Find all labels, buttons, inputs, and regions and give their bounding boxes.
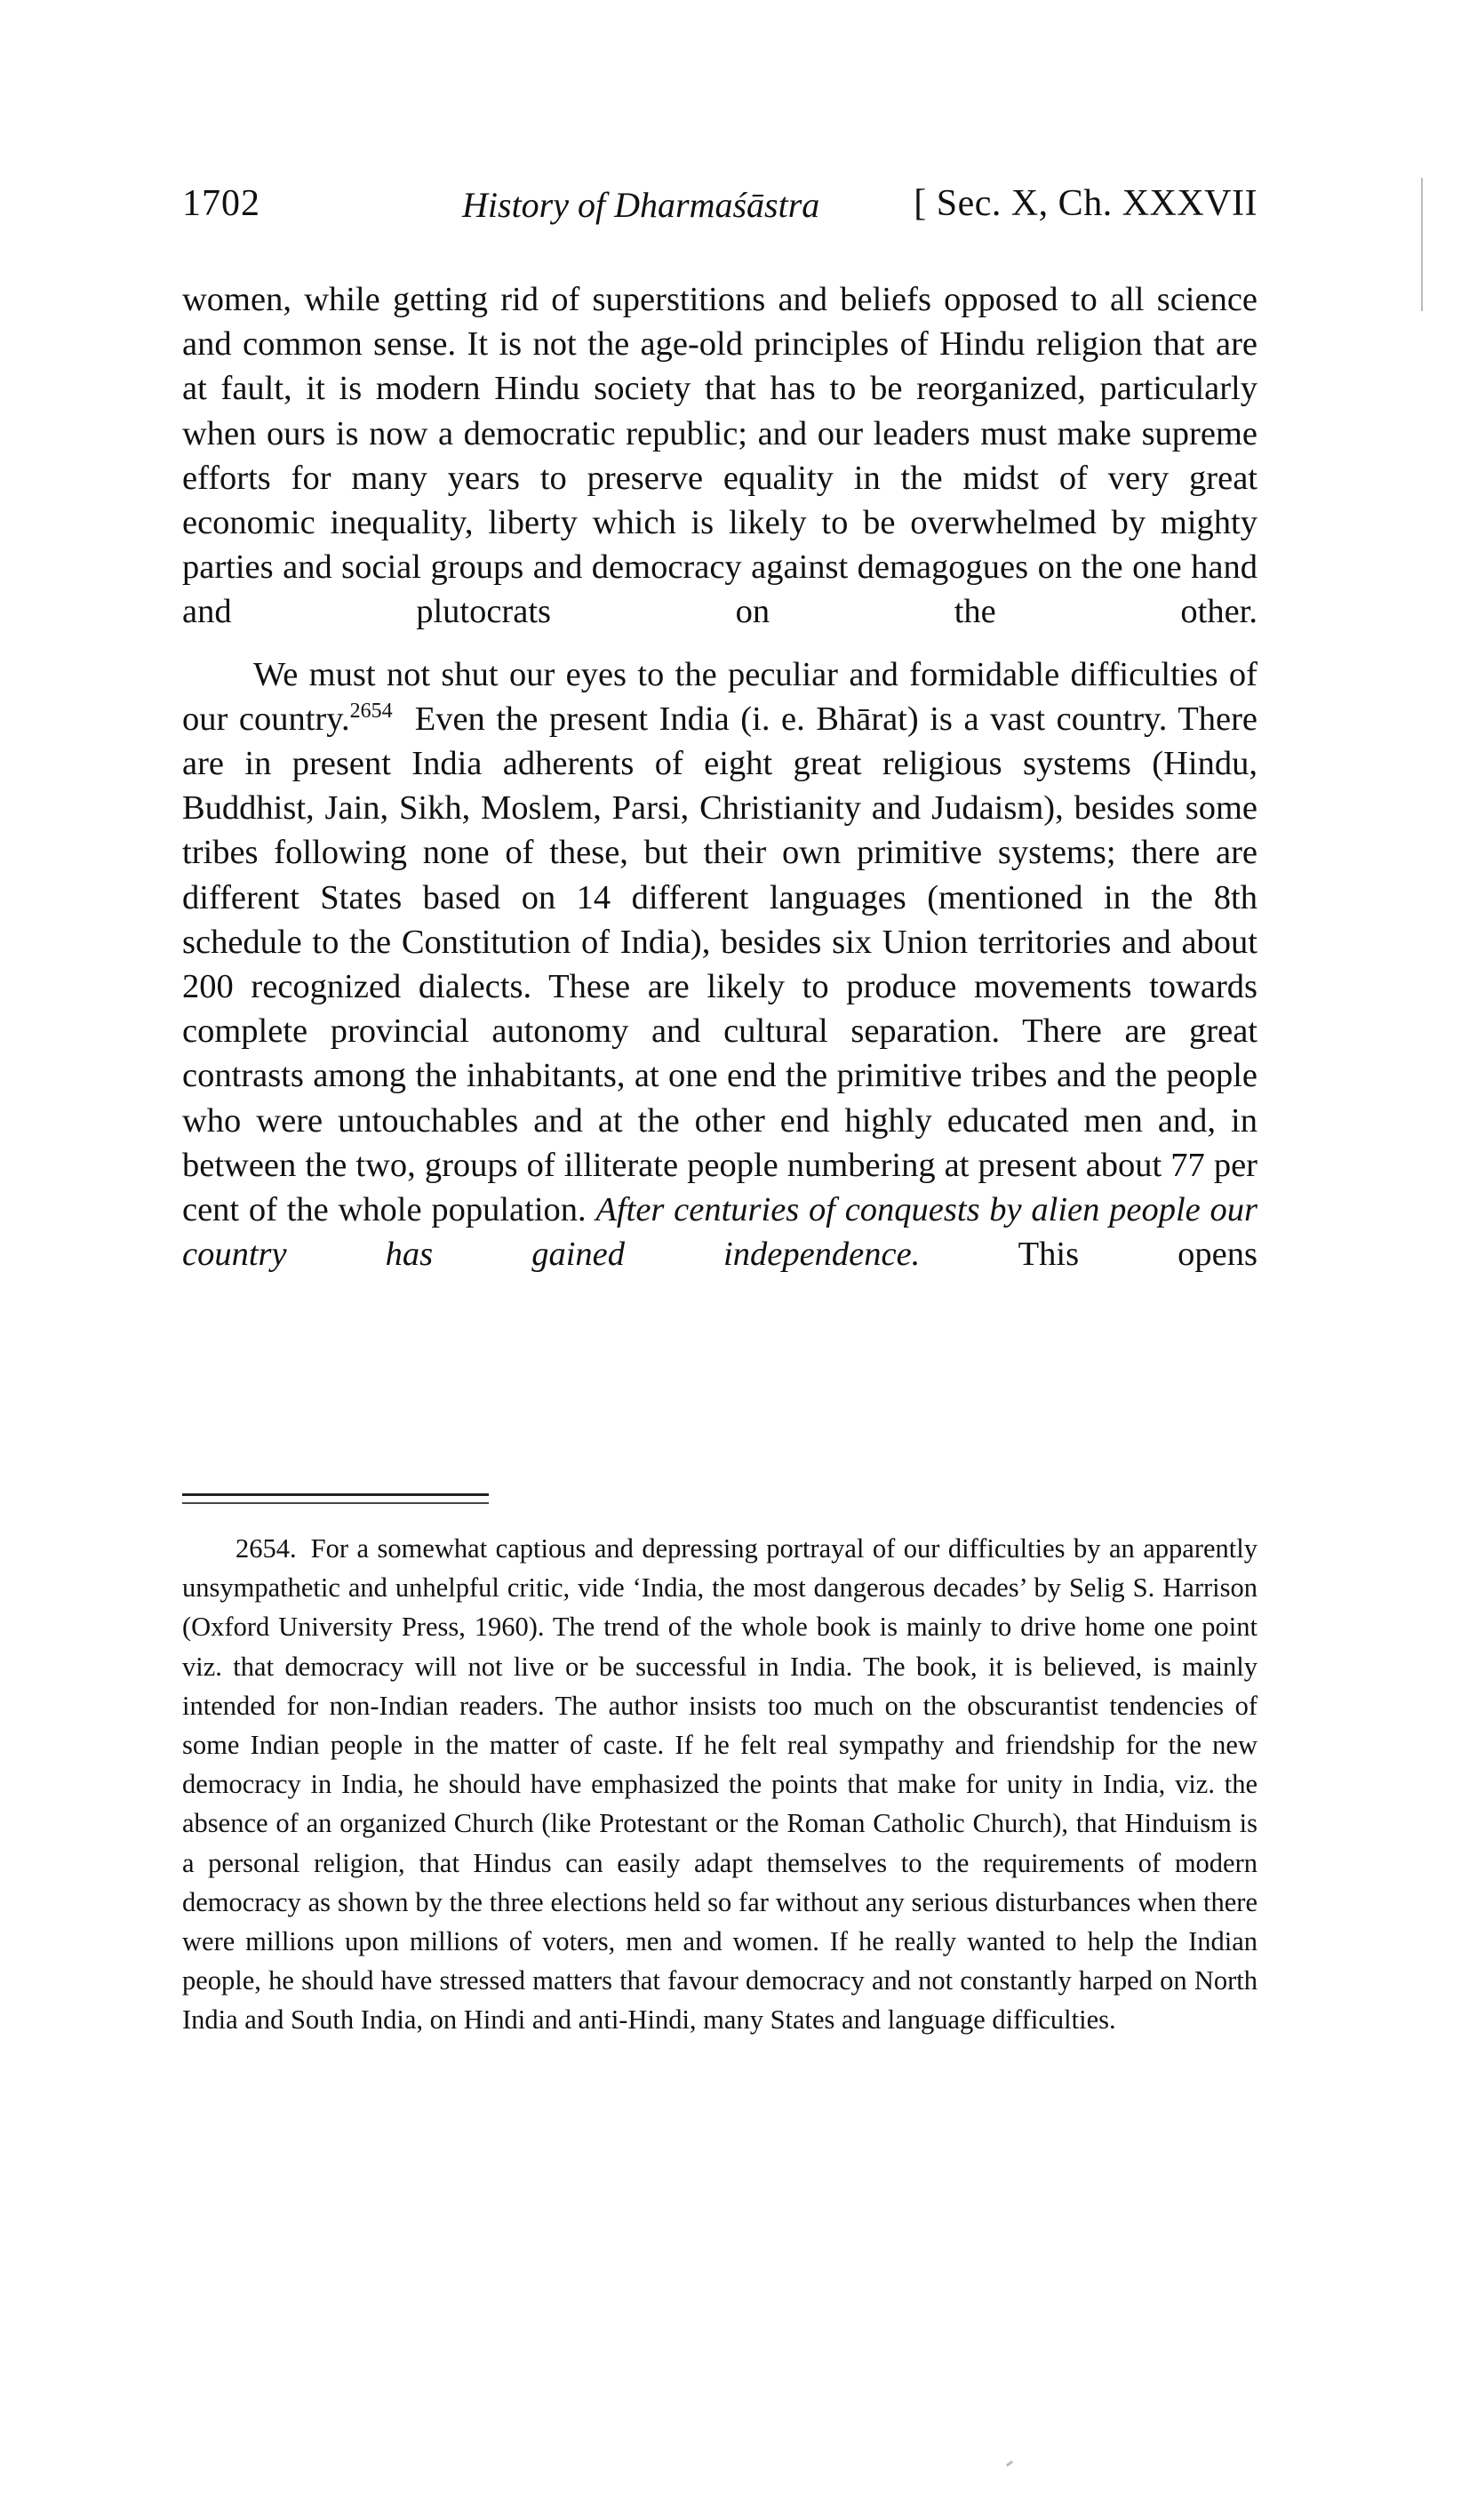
- paragraph-1: women, while getting rid of superstitions and beliefs opposed to all science and common sense. It is not the age-old principles of Hindu religion that are at fault, it is modern Hindu society that has to be reorganized, particularly when ours is now a democratic republic; and our leaders must make supreme efforts for many years to preserve equality in the midst of very great economic inequality, liberty which is likely to be overwhelmed by mighty parties and social groups and democracy against demagogues on the one hand and plutocrats on the other.: [182, 281, 1257, 631]
- running-header: [182, 182, 1257, 244]
- paragraph-2-middle: Even the present India (i. e. Bhārat) is a vast country. There are in present India adherents of eight great religious systems (Hindu, Buddhist, Jain, Sikh, Moslem, Parsi, Christianity and Judaism), besides some tribes following none of these, but their own primitive systems; there are different States based on 14 different languages (mentioned in the 8th schedule to the Constitution of India), besides six Union territories and about 200 recognized dialects. These are likely to produce movements towards complete provincial autonomy and cultural separation. There are great contrasts among the inhabitants, at one end the primitive tribes and the people who were untouchables and at the other end highly educated men and, in between the two, groups of illiterate people numbering at present about 77 per cent of the whole population.: [182, 700, 1257, 1229]
- scan-speck: [1006, 2460, 1013, 2467]
- footnote-reference: 2654: [349, 700, 393, 723]
- footnote-number: 2654.: [236, 1533, 297, 1564]
- running-title: History of Dharmaśāstra: [462, 185, 820, 225]
- paragraph-2-end: This opens: [1018, 1236, 1257, 1274]
- section-reference: [ Sec. X, Ch. XXXVII: [914, 183, 1257, 224]
- paragraph-2-italic: After centuries of conquests by alien people our country has gained independence.: [182, 1191, 1257, 1274]
- footnote-separator: [182, 1493, 489, 1496]
- main-text: [182, 277, 1257, 1276]
- scan-edge-line: [1421, 178, 1423, 311]
- page-number: 1702: [182, 183, 260, 224]
- footnote-separator-lower: [182, 1502, 489, 1504]
- footnote: [182, 1529, 1257, 2040]
- paragraph-2-start: We must not shut our eyes to the peculiar and formidable difficulties of our country.: [182, 655, 1257, 738]
- paragraph-2: [182, 652, 1257, 1277]
- footnote-text: For a somewhat captious and depressing portrayal of our difficulties by an apparently unsympathetic and unhelpful critic, vide ‘India, the most dangerous decades’ by Selig S. Harrison (Oxford University Press, 1960). The trend of the whole book is mainly to drive home one point viz. that democracy will not live or be successful in India. The book, it is believed, is mainly intended for non-Indian readers. The author insists too much on the obscurantist tendencies of some Indian people in the matter of caste. If he felt real sympathy and friendship for the new democracy in India, he should have emphasized the points that make for unity in India, viz. the absence of an organized Church (like Protestant or the Roman Catholic Church), that Hinduism is a personal religion, that Hindus can easily adapt themselves to the requirements of modern democracy as shown by the three elections held so far without any serious disturbances when there were millions upon millions of voters, men and women. If he really wanted to help the Indian people, he should have stressed matters that favour democracy and not constantly harped on North India and South India, on Hindi and anti-Hindi, many States and language difficulties.: [182, 1533, 1257, 2036]
